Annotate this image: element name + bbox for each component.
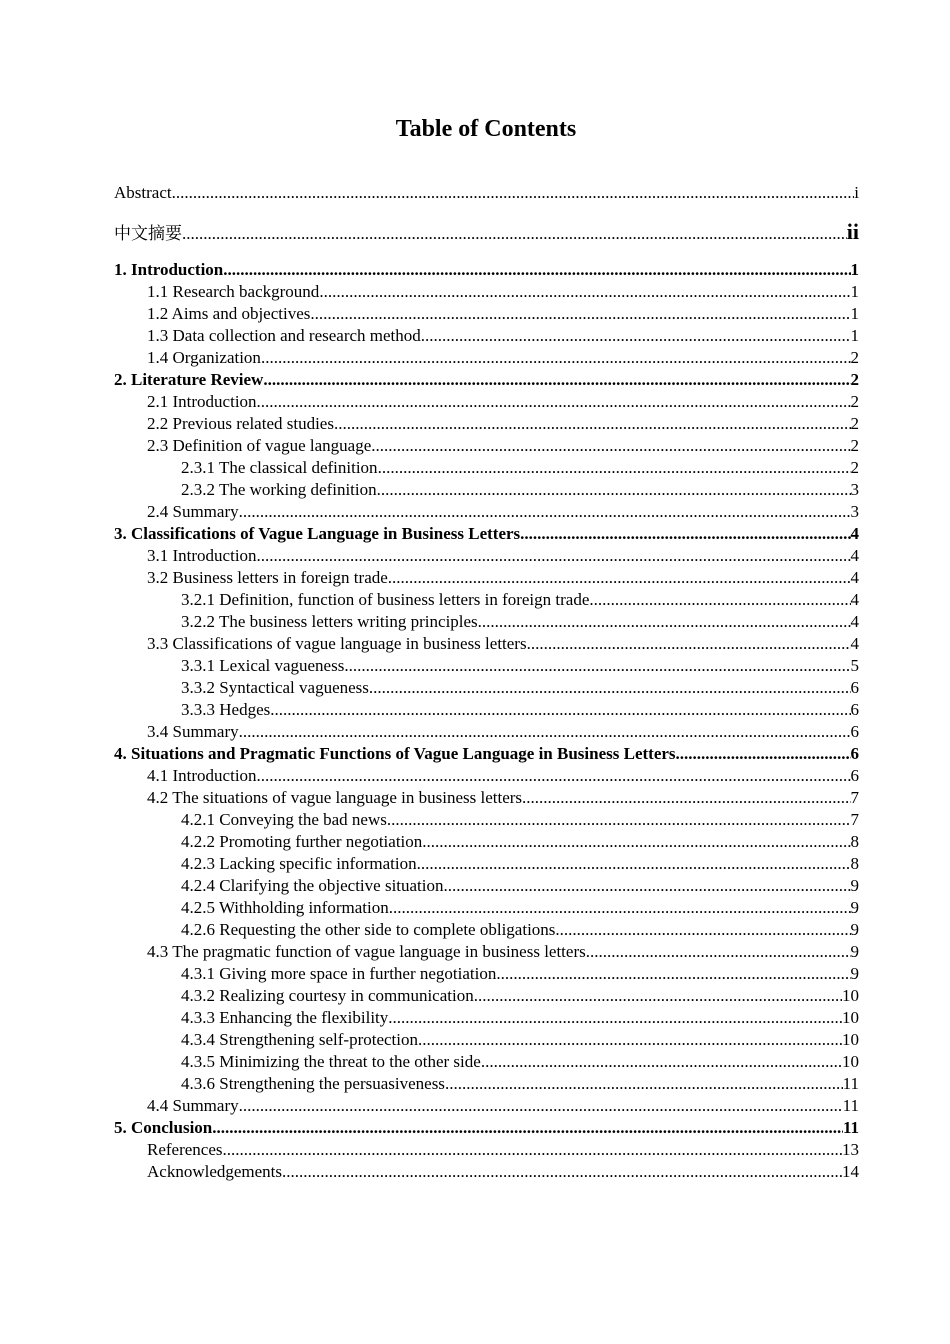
toc-leader-dots bbox=[389, 897, 851, 919]
table-of-contents bbox=[114, 182, 859, 1183]
toc-entry-label: 2.3.1 The classical definition bbox=[181, 458, 378, 477]
toc-page-number: 11 bbox=[842, 1096, 859, 1115]
toc-page-number: 4 bbox=[850, 590, 859, 609]
toc-page-number: ii bbox=[846, 220, 859, 244]
toc-entry-label: 3.3.1 Lexical vagueness bbox=[181, 656, 345, 675]
toc-entry-label: 3.2.2 The business letters writing principles bbox=[181, 612, 478, 631]
toc-leader-dots bbox=[444, 875, 851, 897]
toc-entry-label: 4.2.5 Withholding information bbox=[181, 898, 389, 917]
toc-page-number: 10 bbox=[842, 1008, 859, 1027]
toc-entry-label: References bbox=[147, 1140, 223, 1159]
toc-leader-dots bbox=[257, 391, 851, 413]
toc-page-number: 4 bbox=[850, 524, 859, 543]
toc-entry-label: 2.2 Previous related studies bbox=[147, 414, 334, 433]
toc-page-number: 9 bbox=[850, 920, 859, 939]
toc-entry[interactable] bbox=[114, 831, 859, 853]
toc-leader-dots bbox=[182, 222, 847, 244]
toc-page-number: 4 bbox=[850, 612, 859, 631]
toc-leader-dots bbox=[522, 787, 850, 809]
toc-entry[interactable] bbox=[114, 501, 859, 523]
toc-page-number: 8 bbox=[850, 854, 859, 873]
toc-leader-dots bbox=[418, 1029, 842, 1051]
toc-page-number: 10 bbox=[842, 986, 859, 1005]
page-title: Table of Contents bbox=[395, 116, 577, 142]
toc-leader-dots bbox=[310, 303, 850, 325]
toc-leader-dots bbox=[371, 435, 850, 457]
toc-entry[interactable] bbox=[114, 721, 859, 743]
toc-leader-dots bbox=[282, 1161, 842, 1183]
toc-leader-dots bbox=[257, 765, 851, 787]
toc-entry-label: 3.3 Classifications of vague language in business letters bbox=[147, 634, 527, 653]
toc-entry-label: 4.3.6 Strengthening the persuasiveness bbox=[181, 1074, 445, 1093]
toc-entry[interactable] bbox=[114, 1161, 859, 1183]
toc-page-number: 9 bbox=[850, 876, 859, 895]
toc-entry-label: 2.1 Introduction bbox=[147, 392, 257, 411]
toc-leader-dots bbox=[378, 457, 851, 479]
toc-page-number: 6 bbox=[850, 700, 859, 719]
toc-page-number: 6 bbox=[850, 678, 859, 697]
toc-entry-label: 3.4 Summary bbox=[147, 722, 239, 741]
toc-entry[interactable] bbox=[114, 1139, 859, 1161]
toc-entry-label: 4.3.1 Giving more space in further negotiation bbox=[181, 964, 497, 983]
toc-entry-label: 1.1 Research background bbox=[147, 282, 320, 301]
toc-entry[interactable] bbox=[114, 391, 859, 413]
toc-page-number: 10 bbox=[842, 1030, 859, 1049]
toc-entry-label: 3. Classifications of Vague Language in Business Letters bbox=[114, 524, 521, 543]
toc-leader-dots bbox=[377, 479, 851, 501]
toc-page-number: 2 bbox=[850, 370, 859, 389]
toc-entry[interactable] bbox=[114, 523, 859, 545]
toc-entry[interactable] bbox=[114, 787, 859, 809]
toc-entry-label: 3.2 Business letters in foreign trade bbox=[147, 568, 388, 587]
toc-leader-dots bbox=[586, 941, 851, 963]
toc-page-number: 2 bbox=[850, 458, 859, 477]
toc-page-number: 2 bbox=[850, 436, 859, 455]
toc-page-number: i bbox=[854, 183, 859, 202]
toc-leader-dots bbox=[223, 259, 850, 281]
toc-leader-dots bbox=[344, 655, 850, 677]
toc-leader-dots bbox=[172, 182, 855, 204]
toc-entry-label: 4.2.4 Clarifying the objective situation bbox=[181, 876, 444, 895]
toc-entry-label: 4.3 The pragmatic function of vague language in business letters bbox=[147, 942, 586, 961]
toc-entry[interactable] bbox=[114, 182, 859, 204]
toc-leader-dots bbox=[589, 589, 850, 611]
toc-leader-dots bbox=[417, 853, 851, 875]
toc-entry[interactable] bbox=[114, 369, 859, 391]
toc-entry-label: 中文摘要 bbox=[114, 224, 182, 243]
toc-leader-dots bbox=[474, 985, 842, 1007]
toc-leader-dots bbox=[478, 611, 851, 633]
toc-entry-label: 2.3 Definition of vague language bbox=[147, 436, 372, 455]
toc-entry[interactable] bbox=[114, 611, 859, 633]
toc-entry[interactable] bbox=[114, 1095, 859, 1117]
toc-page-number: 4 bbox=[850, 634, 859, 653]
toc-leader-dots bbox=[388, 1007, 842, 1029]
toc-leader-dots bbox=[520, 523, 850, 545]
toc-entry-label: 1. Introduction bbox=[114, 260, 224, 279]
toc-leader-dots bbox=[263, 369, 850, 391]
toc-entry-label: 4. Situations and Pragmatic Functions of Vague Language in Business Letters bbox=[114, 744, 676, 763]
toc-leader-dots bbox=[270, 699, 850, 721]
toc-entry-label: 1.3 Data collection and research method bbox=[147, 326, 421, 345]
toc-page-number: 14 bbox=[842, 1162, 859, 1181]
toc-entry[interactable] bbox=[114, 281, 859, 303]
toc-leader-dots bbox=[387, 809, 851, 831]
toc-leader-dots bbox=[421, 325, 851, 347]
toc-entry[interactable] bbox=[114, 259, 859, 281]
toc-entry-label: Acknowledgements bbox=[147, 1162, 283, 1181]
toc-page-number: 4 bbox=[850, 568, 859, 587]
toc-entry-label: Abstract bbox=[114, 183, 172, 202]
toc-entry[interactable] bbox=[114, 919, 859, 941]
toc-page-number: 6 bbox=[850, 766, 859, 785]
toc-entry[interactable] bbox=[114, 413, 859, 435]
toc-page-number: 1 bbox=[850, 282, 859, 301]
toc-entry[interactable] bbox=[114, 303, 859, 325]
toc-entry[interactable] bbox=[114, 567, 859, 589]
toc-page-number: 8 bbox=[850, 832, 859, 851]
toc-entry[interactable] bbox=[114, 699, 859, 721]
toc-leader-dots bbox=[481, 1051, 842, 1073]
toc-entry-label: 2.3.2 The working definition bbox=[181, 480, 377, 499]
toc-entry[interactable] bbox=[114, 853, 859, 875]
toc-leader-dots bbox=[369, 677, 851, 699]
toc-page-number: 9 bbox=[850, 964, 859, 983]
toc-leader-dots bbox=[527, 633, 851, 655]
toc-page-number: 5 bbox=[850, 656, 859, 675]
toc-entry-label: 3.3.3 Hedges bbox=[181, 700, 271, 719]
toc-entry[interactable] bbox=[114, 1051, 859, 1073]
toc-entry-label: 4.3.3 Enhancing the flexibility bbox=[181, 1008, 389, 1027]
toc-leader-dots bbox=[239, 1095, 843, 1117]
toc-entry-label: 2.4 Summary bbox=[147, 502, 239, 521]
toc-leader-dots bbox=[212, 1117, 843, 1139]
toc-entry-label: 2. Literature Review bbox=[114, 370, 264, 389]
toc-page-number: 11 bbox=[842, 1074, 859, 1093]
toc-page-number: 3 bbox=[850, 480, 859, 499]
toc-entry-label: 3.1 Introduction bbox=[147, 546, 257, 565]
toc-entry-label: 4.3.2 Realizing courtesy in communication bbox=[181, 986, 474, 1005]
toc-entry[interactable] bbox=[114, 1007, 859, 1029]
toc-leader-dots bbox=[422, 831, 850, 853]
toc-leader-dots bbox=[239, 721, 851, 743]
toc-entry[interactable] bbox=[114, 897, 859, 919]
toc-entry-label: 4.2.2 Promoting further negotiation bbox=[181, 832, 423, 851]
toc-entry-label: 5. Conclusion bbox=[114, 1118, 213, 1137]
toc-page-number: 4 bbox=[850, 546, 859, 565]
toc-entry-label: 4.2.6 Requesting the other side to complete obligations bbox=[181, 920, 556, 939]
toc-entry-label: 3.2.1 Definition, function of business letters in foreign trade bbox=[181, 590, 590, 609]
toc-entry[interactable] bbox=[114, 1117, 859, 1139]
toc-page-number: 6 bbox=[850, 744, 859, 763]
toc-entry-label: 4.4 Summary bbox=[147, 1096, 239, 1115]
toc-entry[interactable] bbox=[114, 589, 859, 611]
toc-page-number: 7 bbox=[850, 788, 859, 807]
toc-page-number: 9 bbox=[850, 898, 859, 917]
toc-entry[interactable] bbox=[114, 655, 859, 677]
toc-leader-dots bbox=[334, 413, 851, 435]
toc-page-number: 2 bbox=[850, 414, 859, 433]
toc-entry[interactable] bbox=[114, 347, 859, 369]
toc-entry[interactable] bbox=[114, 479, 859, 501]
toc-page-number: 2 bbox=[850, 348, 859, 367]
toc-entry[interactable] bbox=[114, 677, 859, 699]
toc-leader-dots bbox=[257, 545, 851, 567]
toc-entry-label: 1.4 Organization bbox=[147, 348, 261, 367]
toc-page-number: 3 bbox=[850, 502, 859, 521]
toc-entry[interactable] bbox=[114, 545, 859, 567]
toc-page-number: 1 bbox=[850, 260, 859, 279]
toc-leader-dots bbox=[445, 1073, 843, 1095]
toc-entry-label: 4.2 The situations of vague language in business letters bbox=[147, 788, 523, 807]
toc-entry[interactable] bbox=[114, 765, 859, 787]
toc-page-number: 9 bbox=[850, 942, 859, 961]
toc-entry-label: 4.3.5 Minimizing the threat to the other side bbox=[181, 1052, 481, 1071]
toc-page-number: 13 bbox=[842, 1140, 859, 1159]
toc-page-number: 6 bbox=[850, 722, 859, 741]
toc-entry-label: 4.2.3 Lacking specific information bbox=[181, 854, 417, 873]
toc-entry[interactable] bbox=[114, 809, 859, 831]
toc-entry[interactable] bbox=[114, 743, 859, 765]
toc-entry-label: 3.3.2 Syntactical vagueness bbox=[181, 678, 369, 697]
toc-entry[interactable] bbox=[114, 325, 859, 347]
toc-leader-dots bbox=[261, 347, 851, 369]
toc-entry[interactable] bbox=[114, 435, 859, 457]
toc-page-number: 11 bbox=[842, 1118, 859, 1137]
toc-leader-dots bbox=[555, 919, 850, 941]
toc-entry[interactable] bbox=[114, 1073, 859, 1095]
toc-page-number: 2 bbox=[850, 392, 859, 411]
toc-entry-label: 4.3.4 Strengthening self-protection bbox=[181, 1030, 419, 1049]
toc-entry[interactable] bbox=[114, 633, 859, 655]
toc-page-number: 10 bbox=[842, 1052, 859, 1071]
toc-entry-label: 4.1 Introduction bbox=[147, 766, 257, 785]
toc-leader-dots bbox=[223, 1139, 842, 1161]
toc-entry[interactable] bbox=[114, 875, 859, 897]
toc-entry-label: 4.2.1 Conveying the bad news bbox=[181, 810, 387, 829]
toc-leader-dots bbox=[496, 963, 850, 985]
toc-entry[interactable] bbox=[114, 457, 859, 479]
toc-entry[interactable] bbox=[114, 963, 859, 985]
toc-entry[interactable] bbox=[114, 1029, 859, 1051]
toc-page-number: 7 bbox=[850, 810, 859, 829]
toc-page-number: 1 bbox=[850, 326, 859, 345]
toc-leader-dots bbox=[388, 567, 851, 589]
toc-entry[interactable] bbox=[114, 220, 859, 244]
toc-leader-dots bbox=[676, 743, 851, 765]
toc-entry[interactable] bbox=[114, 985, 859, 1007]
toc-page-number: 1 bbox=[850, 304, 859, 323]
toc-leader-dots bbox=[319, 281, 850, 303]
toc-entry[interactable] bbox=[114, 941, 859, 963]
toc-leader-dots bbox=[239, 501, 851, 523]
toc-entry-label: 1.2 Aims and objectives bbox=[147, 304, 311, 323]
